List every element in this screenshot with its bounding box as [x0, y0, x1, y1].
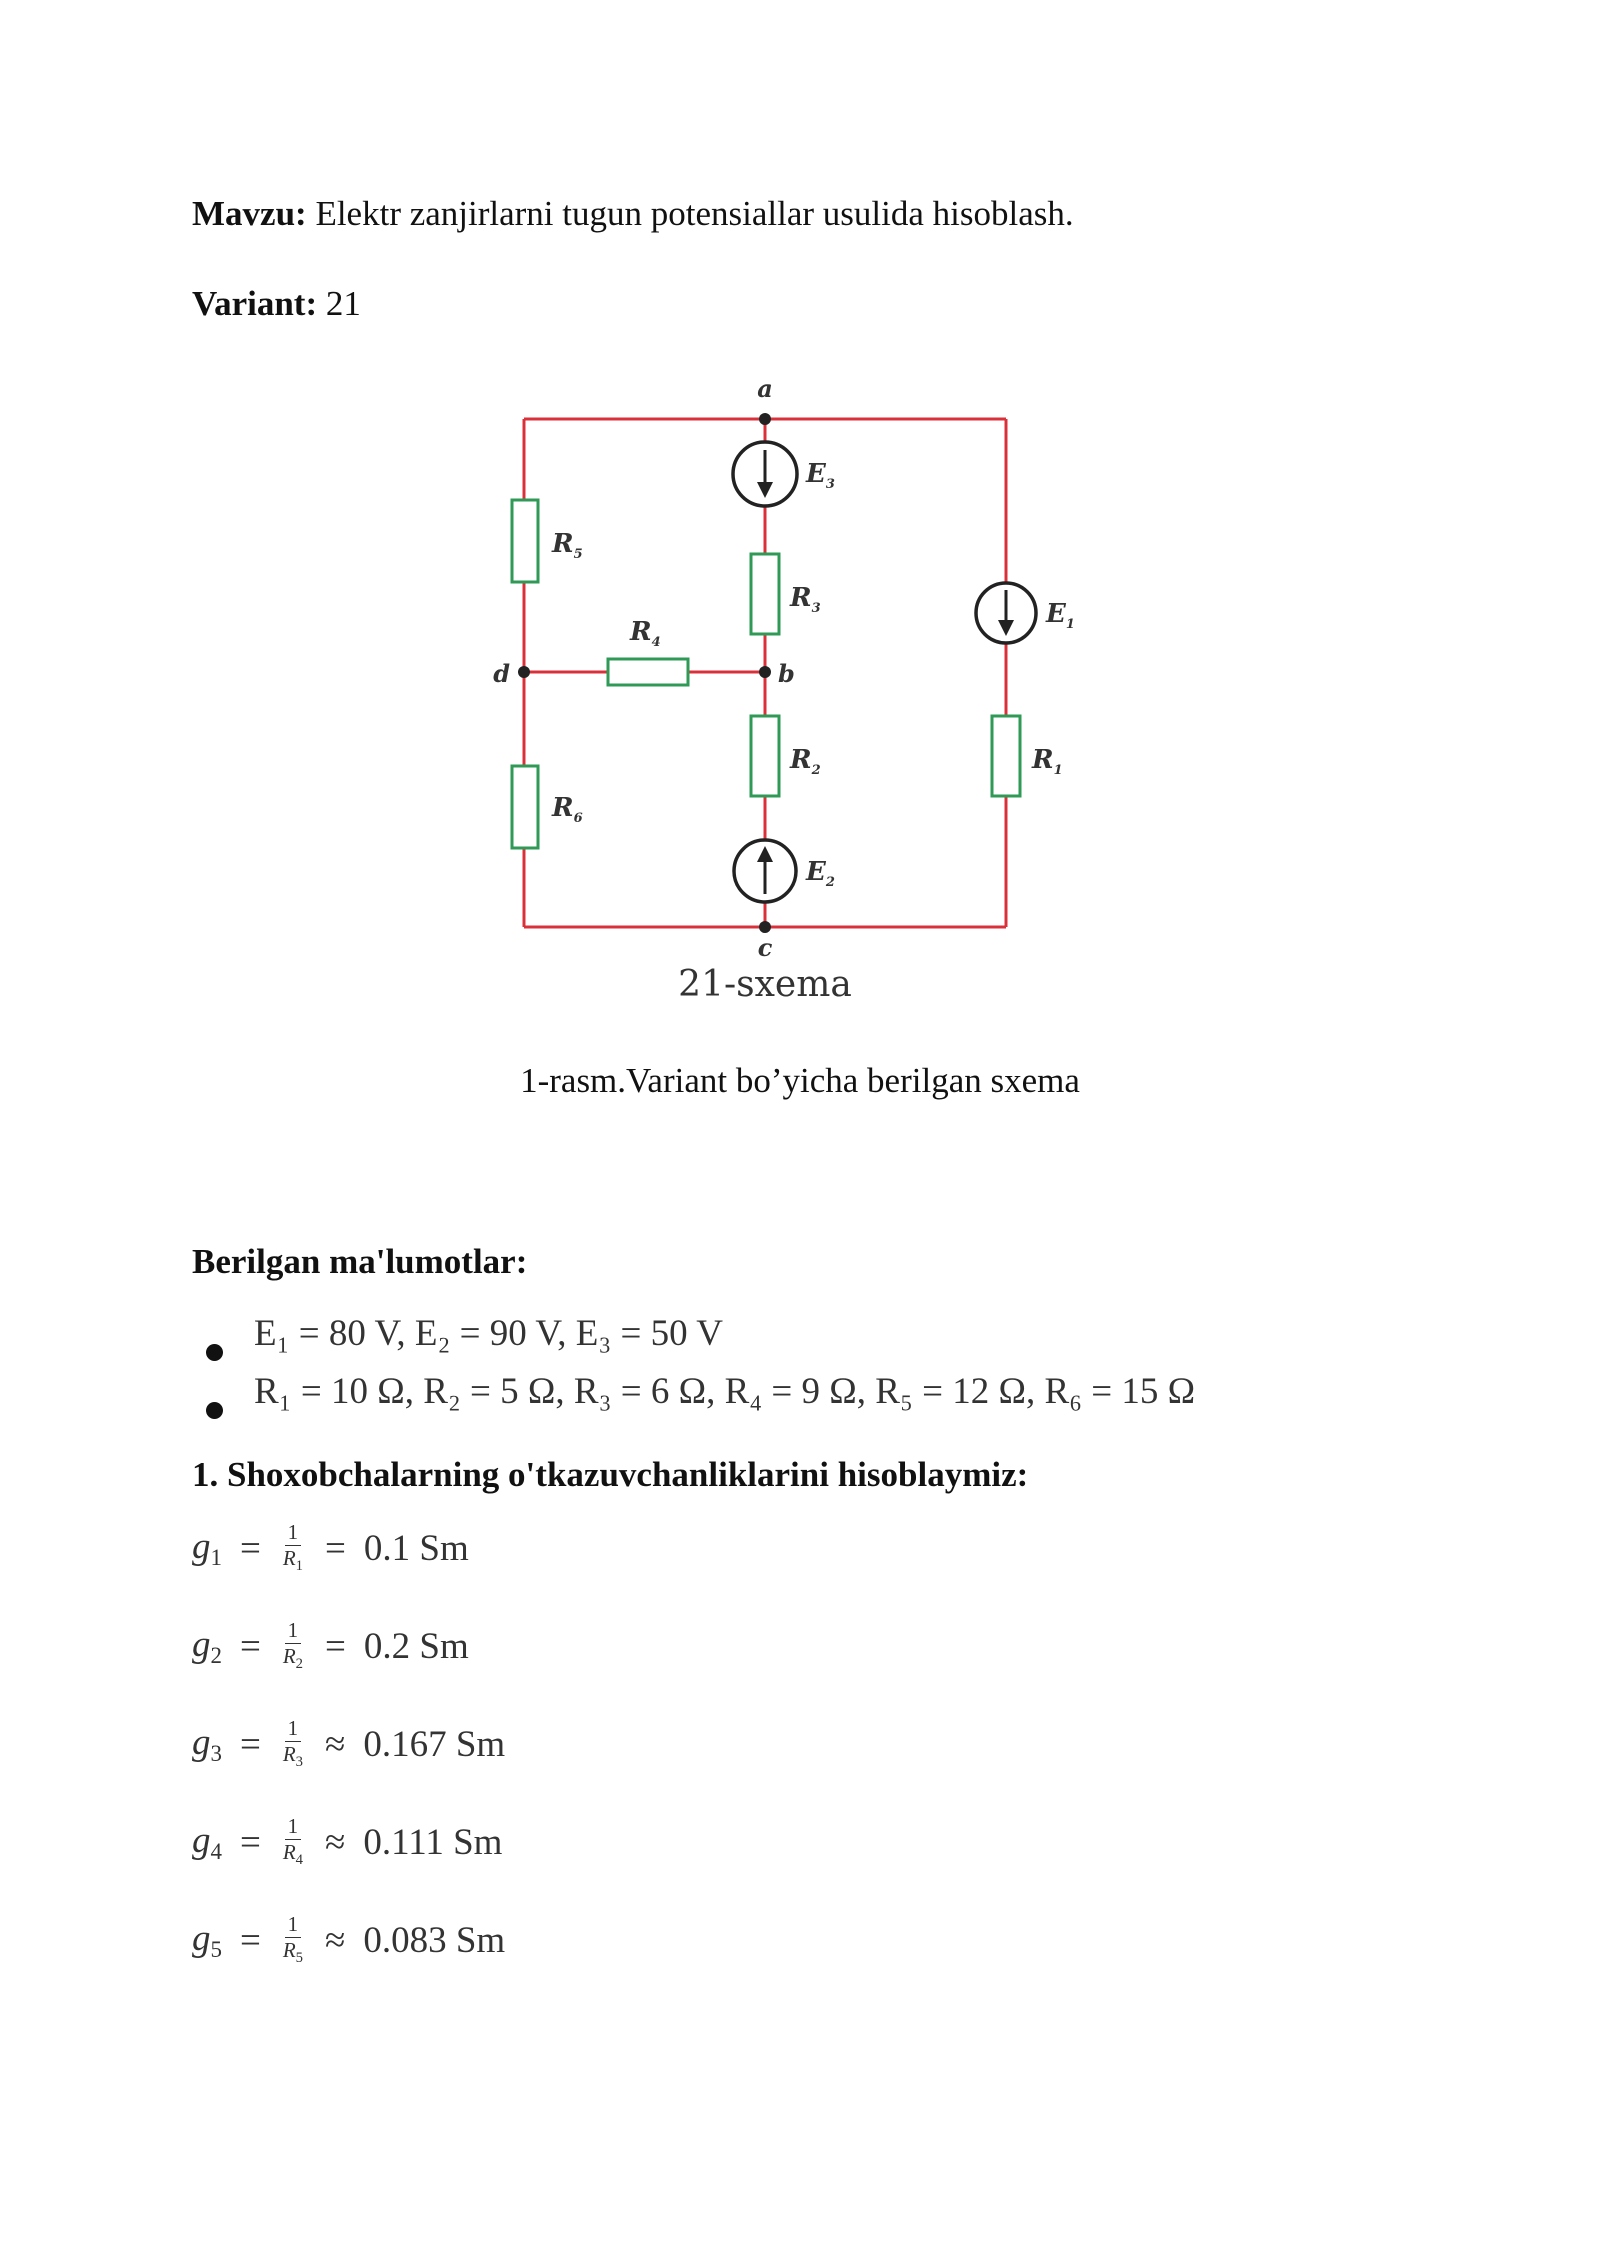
- eq-lhs: $g_2$: [192, 1624, 222, 1668]
- r6-label: R: [552, 793, 574, 823]
- eq-equals: =: [239, 1919, 261, 1961]
- eq-fraction: [283, 1816, 303, 1868]
- topic-label: Mavzu:: [192, 194, 307, 233]
- given-heading: Berilgan ma'lumotlar:: [192, 1242, 528, 1281]
- r3-label: R: [790, 583, 812, 613]
- r5-label: R: [552, 529, 574, 559]
- resistor-r4: [608, 659, 688, 685]
- topic-line: [192, 194, 1074, 234]
- svg-text:R6: $R_6$: [552, 793, 583, 826]
- topic-text: Elektr zanjirlarni tugun potensiallar usulida hisoblash.: [315, 194, 1074, 233]
- node-d-dot: [518, 666, 530, 678]
- eq-denominator: $R_3$: [282, 1742, 304, 1771]
- r2-label: R: [790, 745, 812, 775]
- resistor-r1: [992, 716, 1020, 796]
- eq-fraction: [283, 1522, 303, 1574]
- eq-fraction: [283, 1914, 303, 1966]
- eq-relation: =: [325, 1527, 346, 1569]
- eq-numerator: 1: [285, 1816, 302, 1840]
- node-b-dot: [759, 666, 771, 678]
- scheme-title: 21-sxema: [678, 964, 852, 1005]
- conductance-equation-4: [192, 1807, 502, 1877]
- svg-text:R4: $R_4$: [630, 617, 661, 650]
- variant-value: 21: [325, 284, 361, 323]
- conductance-equation-1: [192, 1513, 469, 1583]
- svg-text:R2: $R_2$: [790, 745, 821, 778]
- variant-line: [192, 284, 361, 324]
- eq-denominator: $R_1$: [282, 1546, 304, 1575]
- eq-lhs: $g_5$: [192, 1918, 222, 1962]
- eq-value: 0.083 Sm: [363, 1919, 506, 1961]
- node-c-label: c: [757, 933, 773, 962]
- conductance-equation-2: [192, 1611, 469, 1681]
- eq-relation: ≈: [325, 1723, 346, 1765]
- eq-value: 0.167 Sm: [363, 1723, 506, 1765]
- conductance-equation-5: [192, 1905, 505, 1975]
- e1-label: E: [1046, 599, 1066, 629]
- svg-text:E2: $E_2$: [806, 857, 835, 890]
- given-list: [192, 1312, 1195, 1428]
- eq-relation: ≈: [325, 1821, 346, 1863]
- step1-heading: 1. Shoxobchalarning o'tkazuvchanliklarini hisoblaymiz:: [192, 1455, 1029, 1494]
- resistor-r5: [512, 500, 538, 582]
- svg-text:E1: $E_1$: [1046, 599, 1075, 632]
- eq-value: 0.1 Sm: [363, 1527, 469, 1569]
- resistor-r6: [512, 766, 538, 848]
- variant-label: Variant:: [192, 284, 318, 323]
- svg-text:R5: $R_5$: [552, 529, 583, 562]
- resistor-r2: [751, 716, 779, 796]
- node-c-dot: [759, 921, 771, 933]
- eq-equals: =: [239, 1625, 261, 1667]
- eq-lhs: $g_3$: [192, 1722, 222, 1766]
- eq-lhs: $g_1$: [192, 1526, 222, 1570]
- eq-fraction: [283, 1620, 303, 1672]
- source-e3: [733, 442, 797, 506]
- eq-equals: =: [239, 1723, 261, 1765]
- eq-numerator: 1: [285, 1718, 302, 1742]
- conductance-equation-3: [192, 1709, 505, 1779]
- eq-numerator: 1: [285, 1914, 302, 1938]
- circuit-diagram: [490, 372, 1130, 1022]
- given-resistors: R₁ = 10 Ω, R₂ = 5 Ω, R₃ = 6 Ω, R₄ = 9 Ω, R₅ = 12 Ω, R₆ = 15 Ω: [192, 1370, 1195, 1428]
- svg-text:R3: $R_3$: [790, 583, 821, 616]
- node-a-dot: [759, 413, 771, 425]
- eq-relation: ≈: [325, 1919, 346, 1961]
- eq-fraction: [283, 1718, 303, 1770]
- svg-text:E3: $E_3$: [806, 459, 835, 492]
- eq-denominator: $R_5$: [282, 1938, 304, 1967]
- eq-denominator: $R_2$: [282, 1644, 304, 1673]
- figure-caption: 1-rasm.Variant bo’yicha berilgan sxema: [520, 1061, 1080, 1100]
- source-e1: [976, 583, 1036, 643]
- eq-value: 0.111 Sm: [363, 1821, 503, 1863]
- eq-equals: =: [239, 1527, 261, 1569]
- eq-lhs: $g_4$: [192, 1820, 222, 1864]
- given-sources: E₁ = 80 V, E₂ = 90 V, E₃ = 50 V: [192, 1312, 1195, 1370]
- e2-label: E: [806, 857, 826, 887]
- eq-value: 0.2 Sm: [363, 1625, 469, 1667]
- resistor-r3: [751, 554, 779, 634]
- node-b-label: b: [778, 659, 795, 688]
- eq-equals: =: [239, 1821, 261, 1863]
- svg-text:R1: $R_1$: [1032, 745, 1063, 778]
- eq-numerator: 1: [285, 1522, 302, 1546]
- source-e2: [734, 840, 796, 902]
- eq-relation: =: [325, 1625, 346, 1667]
- eq-denominator: $R_4$: [282, 1840, 304, 1869]
- e3-label: E: [806, 459, 826, 489]
- node-d-label: d: [493, 659, 510, 688]
- eq-numerator: 1: [285, 1620, 302, 1644]
- r4-label: R: [630, 617, 652, 647]
- r1-label: R: [1032, 745, 1054, 775]
- node-a-label: a: [757, 374, 773, 403]
